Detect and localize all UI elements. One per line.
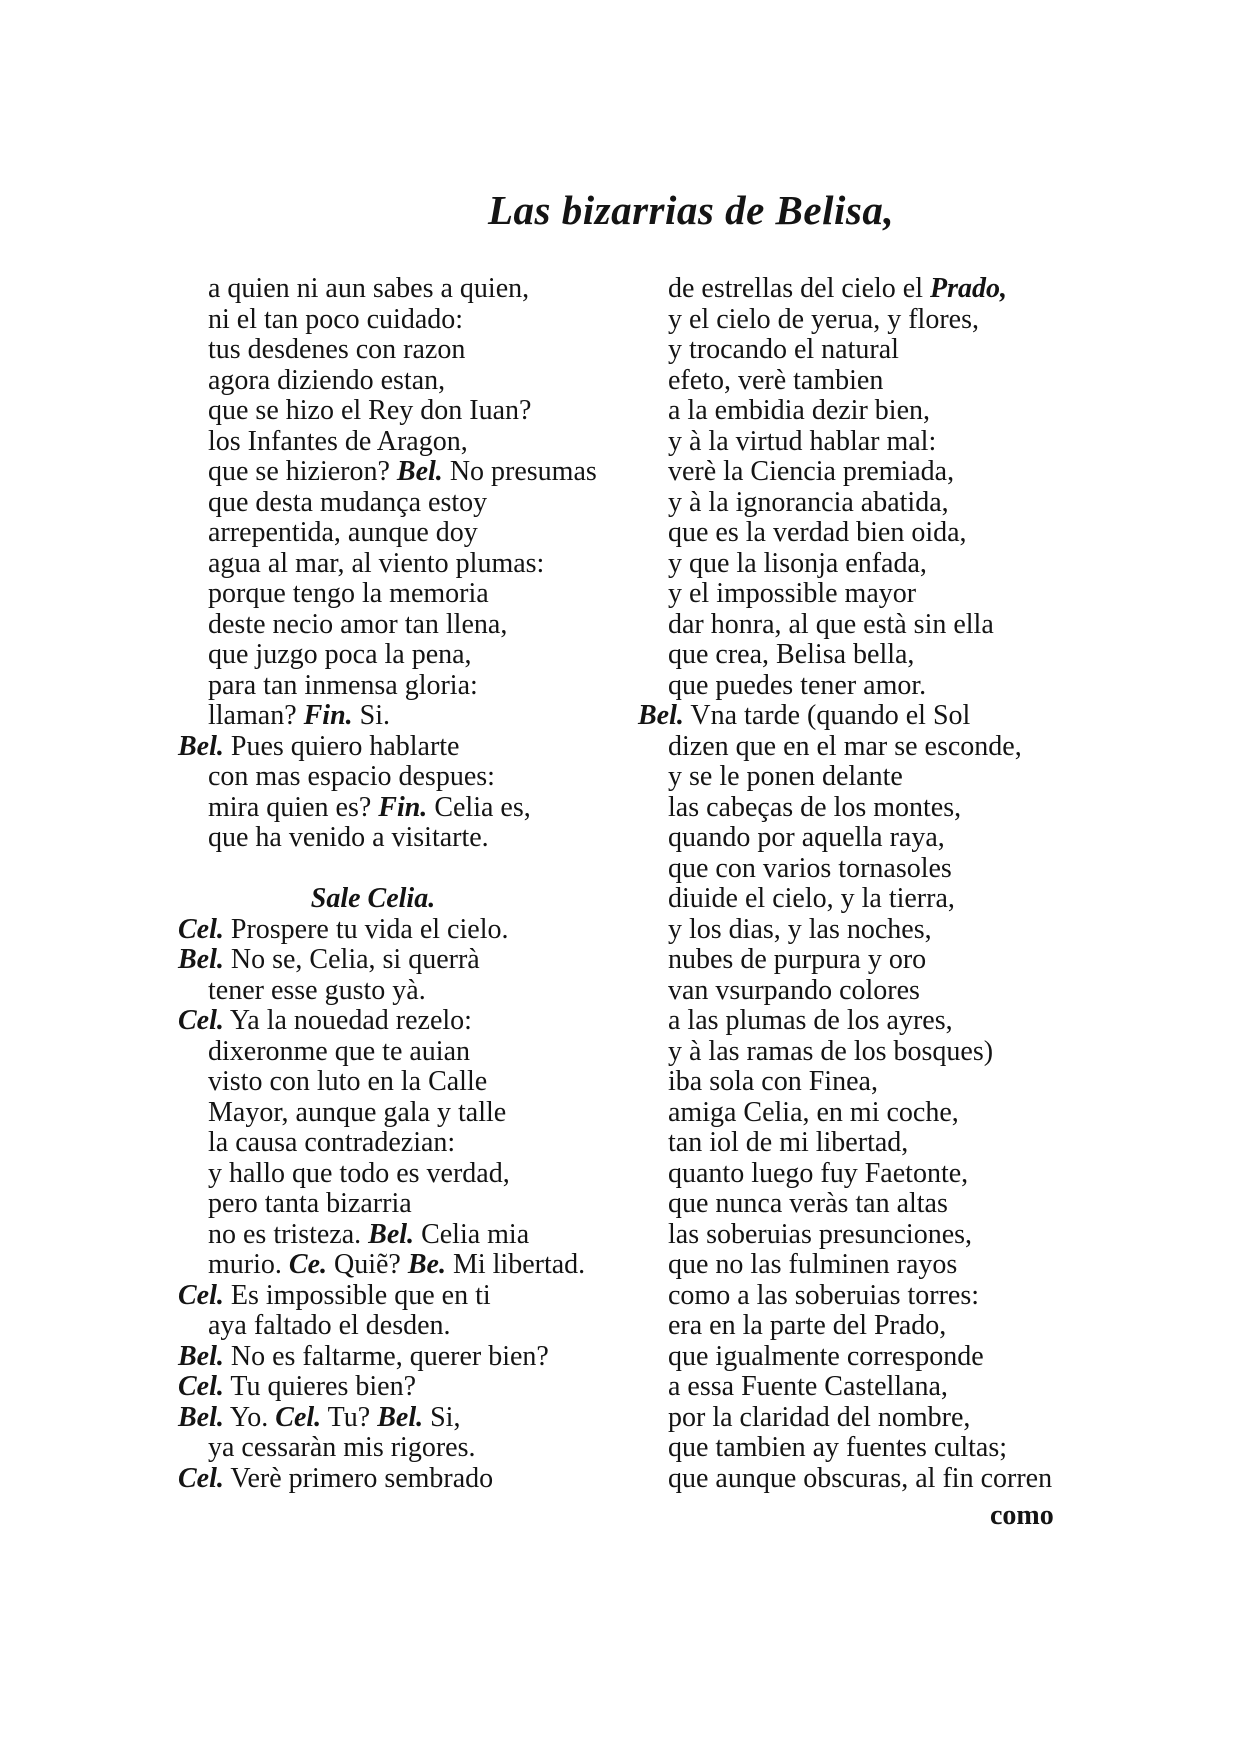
verse-line: [638, 549, 1052, 580]
verse-text: arrepentida, aunque doy: [208, 517, 478, 548]
verse-line: [178, 579, 597, 610]
verse-line: [638, 1250, 1052, 1281]
verse-text: era en la parte del Prado,: [668, 1310, 947, 1341]
verse-line: [178, 701, 597, 732]
verse-text: efeto, verè tambien: [668, 364, 884, 396]
verse-line: [178, 1403, 597, 1434]
verse-line: [178, 396, 597, 427]
verse-text: ya cessaràn mis rigores.: [208, 1432, 476, 1463]
verse-line: [638, 610, 1052, 641]
verse-line: [638, 640, 1052, 671]
verse-line: [178, 793, 597, 824]
verse-text: que aunque obscuras, al fin corren: [668, 1462, 1053, 1494]
verse-emphasis: Prado,: [930, 273, 1007, 304]
verse-line: [638, 1128, 1052, 1159]
verse-line: [178, 457, 597, 488]
verse-text: Yo.: [223, 1401, 276, 1433]
verse-line: [178, 305, 597, 336]
verse-text: murio.: [208, 1249, 289, 1280]
speaker-label: Cel.: [178, 1371, 224, 1402]
verse-line: [178, 640, 597, 671]
verse-line: [178, 1250, 597, 1281]
verse-text: que es la verdad bien oida,: [668, 517, 967, 548]
speaker-label: Cel.: [275, 1401, 322, 1433]
verse-text: a essa Fuente Castellana,: [668, 1371, 948, 1402]
running-title: Las bizarrias de Belisa,: [488, 187, 895, 233]
verse-text: Vna tarde (quando el Sol: [683, 700, 971, 731]
verse-line: [178, 488, 597, 519]
verse-text: No se, Celia, si querrà: [223, 944, 480, 975]
verse-line: [638, 1464, 1052, 1495]
blank-line: [178, 854, 597, 885]
verse-text: iba sola con Finea,: [668, 1066, 878, 1097]
right-column: [638, 274, 1052, 1494]
verse-text: Tu?: [321, 1401, 378, 1433]
verse-line: [638, 1098, 1052, 1129]
verse-text: nubes de purpura y oro: [668, 944, 927, 975]
verse-text: Es impossible que en ti: [223, 1279, 491, 1311]
verse-text: y à la ignorancia abatida,: [668, 486, 949, 518]
verse-line: [638, 1037, 1052, 1068]
verse-text: y que la lisonja enfada,: [668, 547, 927, 579]
verse-text: agua al mar, al viento plumas:: [208, 547, 545, 579]
verse-text: y el impossible mayor: [668, 578, 917, 609]
verse-text: pero tanta bizarria: [208, 1188, 412, 1219]
verse-text: que desta mudança estoy: [208, 486, 488, 518]
verse-text: que se hizieron?: [208, 456, 397, 487]
verse-text: no es tristeza.: [208, 1218, 369, 1250]
verse-text: por la claridad del nombre,: [668, 1401, 971, 1433]
verse-text: con mas espacio despues:: [208, 761, 495, 792]
verse-line: [638, 488, 1052, 519]
verse-text: que igualmente corresponde: [668, 1340, 984, 1372]
verse-text: No es faltarme, querer bien?: [223, 1340, 549, 1372]
verse-text: que ha venido a visitarte.: [208, 822, 489, 853]
verse-text: y los dias, y las noches,: [668, 913, 932, 945]
verse-text: y el cielo de yerua, y flores,: [668, 303, 979, 335]
verse-text: Celia mia: [414, 1218, 530, 1250]
verse-text: que juzgo poca la pena,: [208, 639, 472, 670]
verse-text: porque tengo la memoria: [208, 578, 489, 609]
verse-line: [638, 396, 1052, 427]
verse-line: [178, 1006, 597, 1037]
verse-line: [638, 884, 1052, 915]
verse-text: y hallo que todo es verdad,: [208, 1157, 510, 1189]
verse-line: [638, 274, 1052, 305]
verse-text: Verè primero sembrado: [223, 1462, 494, 1494]
verse-line: [638, 457, 1052, 488]
verse-line: [178, 1281, 597, 1312]
verse-text: llaman?: [208, 700, 304, 731]
speaker-label: Fin.: [303, 700, 353, 731]
speaker-label: Cel.: [178, 1279, 224, 1311]
speaker-label: Bel.: [178, 730, 224, 762]
verse-line: [638, 701, 1052, 732]
verse-line: [638, 823, 1052, 854]
verse-line: [178, 366, 597, 397]
verse-line: [178, 1433, 597, 1464]
verse-text: Si.: [352, 700, 391, 731]
verse-line: [638, 671, 1052, 702]
verse-text: tan iol de mi libertad,: [668, 1127, 909, 1158]
verse-line: [638, 793, 1052, 824]
verse-text: las cabeças de los montes,: [668, 791, 962, 823]
verse-line: [178, 1037, 597, 1068]
verse-text: como a las soberuias torres:: [668, 1279, 980, 1311]
stage-direction-text: Sale Celia.: [310, 883, 436, 914]
verse-text: Ya la nouedad rezelo:: [223, 1005, 472, 1036]
verse-text: que tambien ay fuentes cultas;: [668, 1432, 1007, 1463]
verse-text: dizen que en el mar se esconde,: [668, 730, 1022, 762]
speaker-label: Cel.: [178, 1005, 224, 1036]
verse-line: [178, 1067, 597, 1098]
verse-text: que crea, Belisa bella,: [668, 639, 915, 670]
verse-text: Mi libertad.: [445, 1249, 586, 1280]
verse-line: [178, 671, 597, 702]
verse-text: Prospere tu vida el cielo.: [223, 913, 509, 945]
verse-line: [638, 518, 1052, 549]
verse-text: mira quien es?: [208, 791, 379, 823]
verse-text: que con varios tornasoles: [668, 852, 952, 884]
speaker-label: Bel.: [178, 1401, 224, 1433]
verse-text: tener esse gusto yà.: [208, 974, 426, 1006]
verse-line: [638, 1189, 1052, 1220]
verse-text: de estrellas del cielo el: [668, 273, 930, 304]
verse-line: [178, 518, 597, 549]
verse-line: [638, 1281, 1052, 1312]
verse-line: [638, 1433, 1052, 1464]
verse-line: [638, 366, 1052, 397]
verse-line: [178, 1372, 597, 1403]
verse-line: [638, 1220, 1052, 1251]
verse-line: [178, 1342, 597, 1373]
verse-text: a quien ni aun sabes a quien,: [208, 273, 530, 304]
speaker-label: Bel.: [377, 1401, 424, 1433]
verse-text: dixeronme que te auian: [208, 1035, 471, 1067]
speaker-label: Bel.: [178, 944, 224, 975]
verse-text: Mayor, aunque gala y talle: [208, 1096, 507, 1128]
left-column: [178, 274, 597, 1494]
verse-line: [638, 579, 1052, 610]
verse-line: [178, 1098, 597, 1129]
stage-direction: [178, 884, 568, 915]
speaker-label: Be.: [407, 1249, 446, 1280]
verse-text: quanto luego fuy Faetonte,: [668, 1157, 969, 1189]
verse-line: [638, 1067, 1052, 1098]
verse-line: [638, 1159, 1052, 1190]
verse-line: [638, 1311, 1052, 1342]
verse-line: [638, 305, 1052, 336]
verse-text: a la embidia dezir bien,: [668, 395, 930, 426]
verse-line: [178, 549, 597, 580]
verse-text: y à la virtud hablar mal:: [668, 425, 937, 457]
verse-text: que puedes tener amor.: [668, 669, 927, 701]
verse-text: amiga Celia, en mi coche,: [668, 1096, 959, 1128]
verse-line: [178, 945, 597, 976]
verse-line: [638, 732, 1052, 763]
verse-line: [638, 335, 1052, 366]
verse-text: para tan inmensa gloria:: [208, 669, 478, 701]
verse-line: [178, 762, 597, 793]
speaker-label: Ce.: [288, 1249, 327, 1280]
speaker-label: Cel.: [178, 913, 224, 945]
verse-text: Celia es,: [427, 791, 531, 823]
speaker-label: Bel.: [178, 1340, 224, 1372]
verse-text: verè la Ciencia premiada,: [668, 456, 955, 487]
verse-text: dar honra, al que està sin ella: [668, 608, 994, 640]
verse-text: y trocando el natural: [668, 334, 899, 365]
verse-text: No presumas: [442, 456, 597, 487]
verse-line: [638, 1372, 1052, 1403]
verse-text: aya faltado el desden.: [208, 1310, 451, 1341]
verse-line: [638, 1403, 1052, 1434]
verse-line: [178, 915, 597, 946]
verse-line: [178, 1128, 597, 1159]
verse-text: tus desdenes con razon: [208, 334, 466, 365]
verse-text: Pues quiero hablarte: [223, 730, 460, 762]
verse-line: [178, 274, 597, 305]
verse-text: y à las ramas de los bosques): [668, 1035, 994, 1067]
verse-text: las soberuias presunciones,: [668, 1218, 973, 1250]
speaker-label: Fin.: [378, 791, 428, 823]
verse-line: [178, 823, 597, 854]
verse-text: los Infantes de Aragon,: [208, 425, 468, 457]
verse-line: [638, 1006, 1052, 1037]
verse-line: [638, 945, 1052, 976]
verse-text: a las plumas de los ayres,: [668, 1005, 953, 1036]
verse-text: van vsurpando colores: [668, 974, 920, 1006]
verse-line: [178, 1159, 597, 1190]
verse-text: ni el tan poco cuidado:: [208, 303, 464, 335]
verse-line: [178, 335, 597, 366]
speaker-label: Bel.: [396, 456, 443, 487]
verse-line: [178, 427, 597, 458]
verse-line: [178, 1189, 597, 1220]
speaker-label: Bel.: [368, 1218, 415, 1250]
verse-line: [638, 762, 1052, 793]
verse-text: que no las fulminen rayos: [668, 1249, 958, 1280]
verse-text: y se le ponen delante: [668, 761, 903, 792]
verse-line: [178, 610, 597, 641]
verse-line: [178, 976, 597, 1007]
verse-line: [638, 915, 1052, 946]
verse-text: visto con luto en la Calle: [208, 1066, 488, 1097]
verse-line: [638, 976, 1052, 1007]
catchword: como: [990, 1500, 1054, 1531]
verse-text: que se hizo el Rey don Iuan?: [208, 395, 532, 426]
speaker-label: Bel.: [638, 700, 684, 731]
verse-line: [178, 1464, 597, 1495]
verse-text: agora diziendo estan,: [208, 364, 446, 396]
verse-line: [638, 854, 1052, 885]
verse-text: diuide el cielo, y la tierra,: [668, 883, 955, 914]
verse-text: Si,: [423, 1401, 461, 1433]
verse-line: [638, 1342, 1052, 1373]
speaker-label: Cel.: [178, 1462, 224, 1494]
verse-text: que nunca veràs tan altas: [668, 1188, 948, 1219]
verse-line: [178, 1220, 597, 1251]
verse-text: Tu quieres bien?: [223, 1371, 416, 1402]
verse-text: Quiẽ?: [327, 1249, 408, 1280]
verse-line: [638, 427, 1052, 458]
verse-line: [178, 1311, 597, 1342]
verse-line: [178, 732, 597, 763]
verse-text: deste necio amor tan llena,: [208, 608, 508, 640]
verse-text: quando por aquella raya,: [668, 822, 945, 853]
verse-text: la causa contradezian:: [208, 1127, 456, 1158]
